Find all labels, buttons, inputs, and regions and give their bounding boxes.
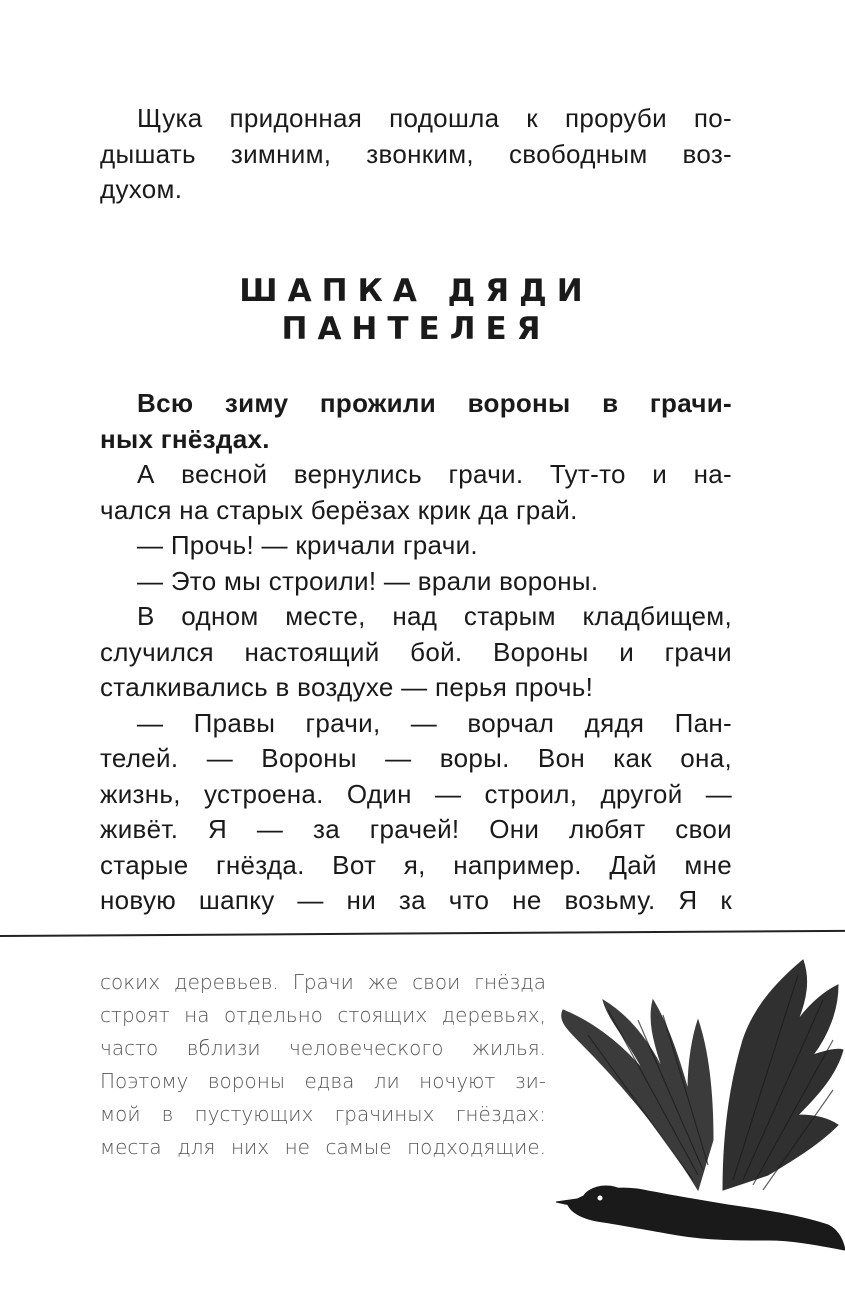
- text-line: дышать зимним, звонким, свободным воз-: [100, 138, 732, 169]
- text-line: новую шапку — ни за что не возьму. Я к: [100, 885, 732, 915]
- text-line: случился настоящий бой. Вороны и грачи: [100, 636, 732, 667]
- lead-line: ных гнёздах.: [100, 423, 270, 454]
- text-line: — Прочь! — кричали грачи.: [137, 530, 478, 560]
- text-line: старые гнёзда. Вот я, например. Дай мне: [100, 849, 732, 880]
- text-line: живёт. Я — за грачей! Они любят свои: [100, 814, 732, 844]
- text-line: В одном месте, над старым кладбищем,: [137, 601, 732, 631]
- text-line: чался на старых берёзах крик да грай.: [100, 494, 578, 525]
- footnote-line: мой в пустующих грачиных гнёздах:: [100, 1102, 546, 1126]
- text-line: телей. — Вороны — воры. Вон как она,: [100, 743, 732, 773]
- footnote: [100, 966, 546, 1164]
- footnote-divider: [0, 930, 845, 937]
- footnote-line: часто вблизи человеческого жилья.: [100, 1036, 546, 1060]
- chapter-title: [100, 272, 732, 348]
- text-line: А весной вернулись грачи. Тут-то и на-: [137, 459, 732, 489]
- lead-line: Всю зиму прожили вороны в грачи-: [137, 388, 732, 418]
- crow-in-flight-icon: [548, 940, 845, 1312]
- chapter-title-line: ПАНТЕЛЕЯ: [281, 311, 551, 347]
- footnote-line: места для них не самые подходящие.: [100, 1135, 546, 1159]
- footnote-line: строят на отдельно стоящих деревьях,: [100, 1003, 546, 1027]
- chapter-title-line: ШАПКА ДЯДИ: [239, 273, 593, 309]
- text-line: — Правы грачи, — ворчал дядя Пан-: [137, 707, 732, 738]
- text-line: Щука придонная подошла к проруби по-: [137, 103, 732, 133]
- text-line: — Это мы строили! — врали вороны.: [137, 565, 599, 596]
- footnote-line: Поэтому вороны едва ли ночуют зи-: [100, 1069, 546, 1093]
- intro-paragraph: [100, 101, 732, 208]
- text-line: жизнь, устроена. Один — строил, другой —: [100, 778, 732, 809]
- text-line: духом.: [100, 174, 183, 204]
- story-body: [100, 386, 732, 919]
- footnote-line: соких деревьев. Грачи же свои гнёзда: [100, 970, 546, 994]
- text-line: сталкивались в воздухе — перья прочь!: [100, 672, 594, 702]
